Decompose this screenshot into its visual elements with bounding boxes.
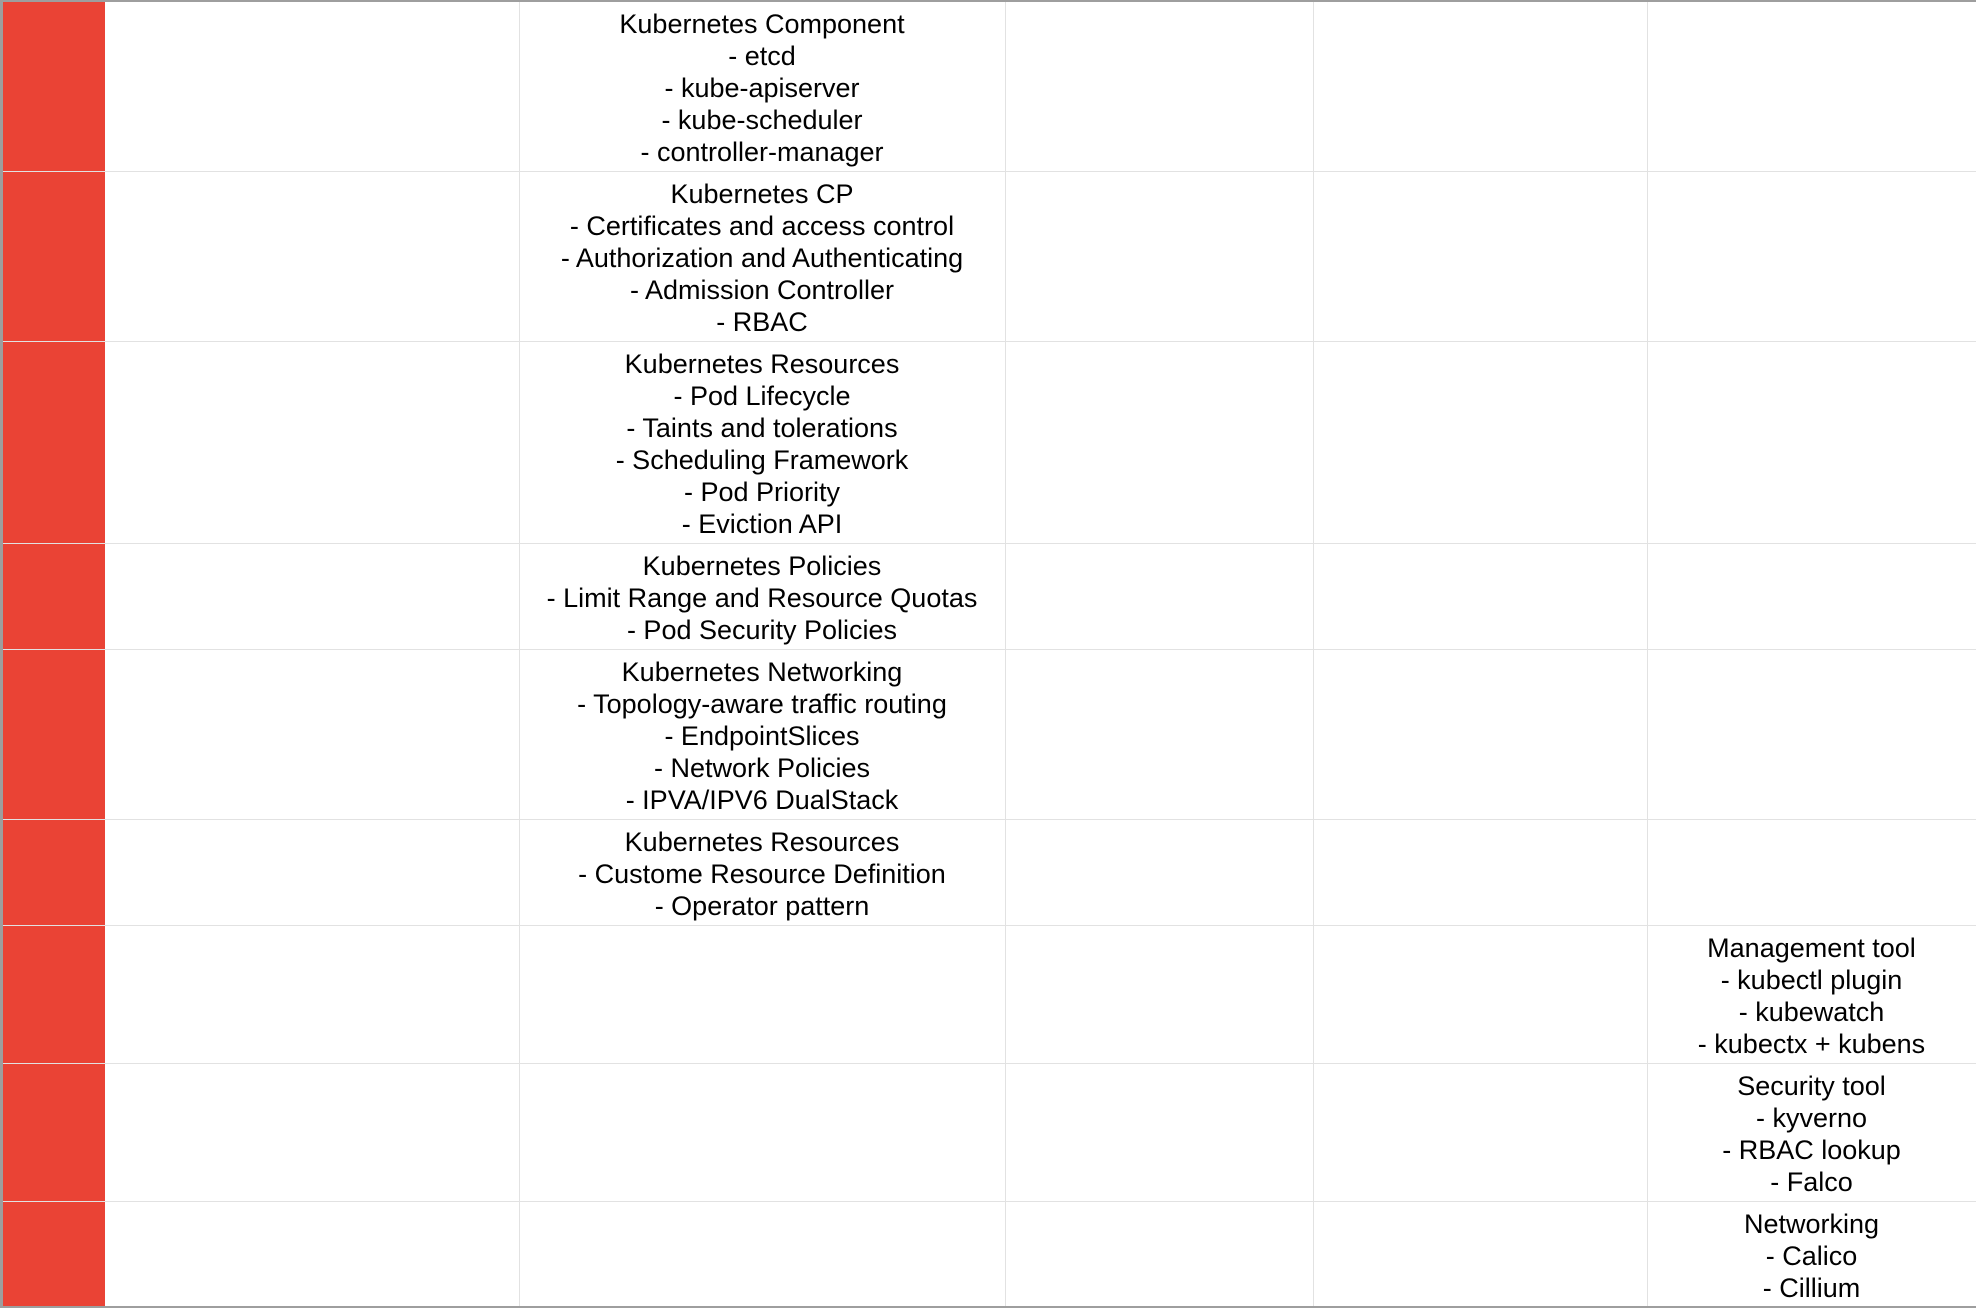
grid-cell[interactable] xyxy=(1005,649,1313,819)
grid-cell[interactable] xyxy=(1647,649,1976,819)
grid-cell[interactable] xyxy=(519,1063,1005,1201)
grid-cell[interactable] xyxy=(1005,2,1313,171)
grid-cell[interactable] xyxy=(519,171,1005,341)
grid-cell[interactable] xyxy=(1647,543,1976,649)
grid-cell[interactable] xyxy=(1313,341,1647,543)
grid-cell[interactable] xyxy=(519,819,1005,925)
grid-cell[interactable] xyxy=(105,341,519,543)
grid-cell[interactable] xyxy=(1313,819,1647,925)
table-row xyxy=(0,1201,1976,1306)
grid-cell[interactable] xyxy=(1005,1063,1313,1201)
grid-cell[interactable] xyxy=(105,819,519,925)
grid-cell[interactable] xyxy=(1313,1063,1647,1201)
table-row xyxy=(0,649,1976,819)
cell-text xyxy=(1648,544,1976,550)
grid-cell[interactable] xyxy=(105,171,519,341)
grid-cell[interactable] xyxy=(1647,341,1976,543)
row-marker-cell[interactable] xyxy=(0,1201,105,1306)
grid-cell[interactable] xyxy=(519,925,1005,1063)
row-marker-cell[interactable] xyxy=(0,341,105,543)
cell-text: Kubernetes CP - Certificates and access control - Authorization and Authenticating - Admission Controller - RBAC xyxy=(560,178,964,337)
sheet-left-border xyxy=(0,0,3,1308)
cell-text: Kubernetes Component - etcd - kube-apiserver - kube-scheduler - controller-manager xyxy=(619,9,905,167)
grid-cell[interactable] xyxy=(1647,171,1976,341)
row-marker-cell[interactable] xyxy=(0,1063,105,1201)
row-marker-cell[interactable] xyxy=(0,925,105,1063)
cell-text: Networking - Calico - Cillium xyxy=(1743,1208,1880,1303)
grid-cell[interactable] xyxy=(105,649,519,819)
table-row xyxy=(0,2,1976,171)
table-row xyxy=(0,543,1976,649)
cell-text xyxy=(1648,820,1976,826)
grid-cell[interactable] xyxy=(105,2,519,171)
grid-cell[interactable] xyxy=(1313,649,1647,819)
table-row xyxy=(0,925,1976,1063)
row-marker-cell[interactable] xyxy=(0,2,105,171)
grid-cell[interactable] xyxy=(1005,1201,1313,1306)
cell-text xyxy=(520,926,1005,932)
grid-cell[interactable] xyxy=(105,543,519,649)
grid-cell[interactable] xyxy=(105,925,519,1063)
grid-cell[interactable] xyxy=(105,1063,519,1201)
grid-cell[interactable] xyxy=(519,341,1005,543)
grid-cell[interactable] xyxy=(1647,2,1976,171)
cell-text xyxy=(1648,650,1976,656)
grid-cell[interactable] xyxy=(1647,1063,1976,1201)
grid-cell[interactable] xyxy=(105,1201,519,1306)
cell-text xyxy=(1648,2,1976,8)
grid-cell[interactable] xyxy=(1313,171,1647,341)
cell-text xyxy=(520,1064,1005,1070)
grid-cell[interactable] xyxy=(519,2,1005,171)
grid-cell[interactable] xyxy=(519,649,1005,819)
row-marker-cell[interactable] xyxy=(0,543,105,649)
row-marker-cell[interactable] xyxy=(0,649,105,819)
grid-cell[interactable] xyxy=(1647,1201,1976,1306)
cell-text: Management tool - kubectl plugin - kubewatch - kubectx + kubens xyxy=(1697,932,1926,1059)
grid-cell[interactable] xyxy=(519,543,1005,649)
table-row xyxy=(0,1063,1976,1201)
row-marker-cell[interactable] xyxy=(0,171,105,341)
grid-cell[interactable] xyxy=(1313,925,1647,1063)
grid-cell[interactable] xyxy=(1005,925,1313,1063)
grid-cell[interactable] xyxy=(1313,2,1647,171)
grid-cell[interactable] xyxy=(1005,819,1313,925)
cell-text xyxy=(520,1202,1005,1208)
cell-text: Kubernetes Policies - Limit Range and Resource Quotas - Pod Security Policies xyxy=(546,550,978,645)
cell-text: Kubernetes Resources - Custome Resource Definition - Operator pattern xyxy=(578,826,946,921)
table-row xyxy=(0,171,1976,341)
cell-text: Kubernetes Networking - Topology-aware traffic routing - EndpointSlices - Network Policies - IPVA/IPV6 DualStack xyxy=(577,656,947,815)
table-row xyxy=(0,819,1976,925)
cell-text xyxy=(1648,342,1976,348)
grid-cell[interactable] xyxy=(1005,341,1313,543)
row-marker-cell[interactable] xyxy=(0,819,105,925)
grid-cell[interactable] xyxy=(1313,1201,1647,1306)
cell-text: Kubernetes Resources - Pod Lifecycle - Taints and tolerations - Scheduling Framework - Pod Priority - Eviction API xyxy=(615,348,909,539)
grid-cell[interactable] xyxy=(1005,543,1313,649)
grid-cell[interactable] xyxy=(1005,171,1313,341)
spreadsheet-grid[interactable] xyxy=(0,2,1976,1306)
spreadsheet-table xyxy=(0,2,1976,1306)
cell-text xyxy=(1648,172,1976,178)
table-row xyxy=(0,341,1976,543)
grid-cell[interactable] xyxy=(1313,543,1647,649)
grid-cell[interactable] xyxy=(519,1201,1005,1306)
grid-cell[interactable] xyxy=(1647,819,1976,925)
grid-cell[interactable] xyxy=(1647,925,1976,1063)
cell-text: Security tool - kyverno - RBAC lookup - Falco xyxy=(1722,1070,1901,1197)
